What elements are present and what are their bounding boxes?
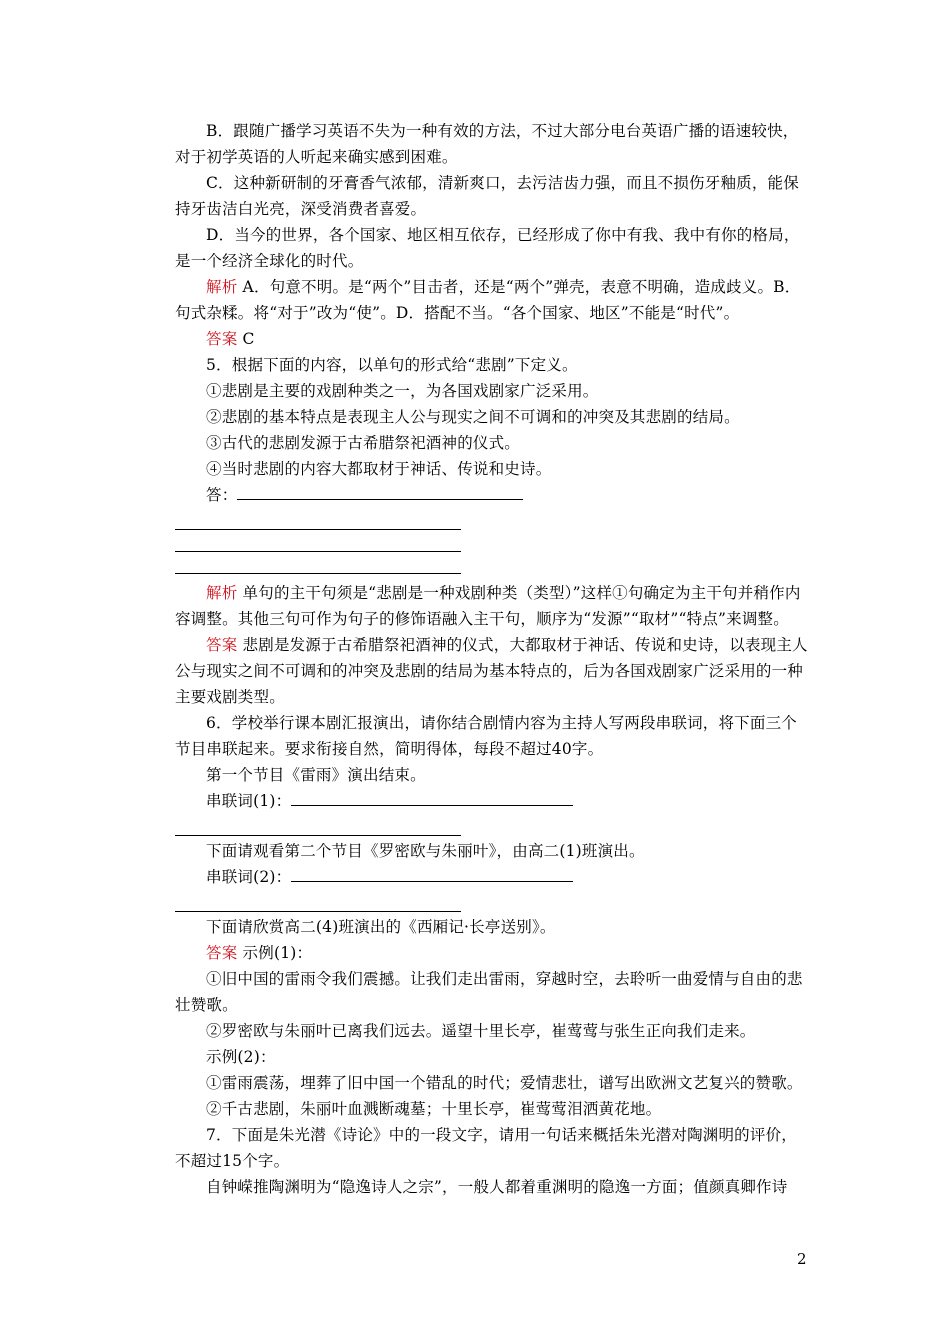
q5-answer-line [175, 482, 811, 508]
q6-example-2-label: 示例(2)： [206, 1048, 276, 1066]
q5-item-4: ④当时悲剧的内容大都取材于神话、传说和史诗。 [206, 460, 552, 478]
q6-example-2a: ①雷雨震荡，埋葬了旧中国一个错乱的时代；爱情悲壮，谱写出欧洲文艺复兴的赞歌。 [206, 1074, 803, 1092]
q4-analysis [175, 274, 811, 326]
q6-example-1-label: 示例(1)： [242, 944, 313, 962]
answer-blank[interactable] [175, 508, 461, 530]
answer-blank[interactable] [175, 890, 461, 912]
answer-blank[interactable] [291, 790, 573, 806]
q5-analysis [175, 580, 811, 632]
option-c: C．这种新研制的牙膏香气浓郁，清新爽口，去污洁齿力强，而且不损伤牙釉质，能保持牙齿洁白光亮，深受消费者喜爱。 [175, 174, 799, 218]
q6-link-1-label: 串联词(1)： [206, 792, 292, 810]
page-content [175, 118, 811, 1200]
q4-analysis-text: A．句意不明。是“两个”目击者，还是“两个”弹壳，表意不明确，造成歧义。B．句式杂糅。将“对于”改为“使”。D．搭配不当。“各个国家、地区”不能是“时代”。 [175, 278, 801, 322]
q5-item-3: ③古代的悲剧发源于古希腊祭祀酒神的仪式。 [206, 434, 521, 452]
q7-title: 7．下面是朱光潜《诗论》中的一段文字，请用一句话来概括朱光潜对陶渊明的评价，不超过15个字。 [175, 1126, 797, 1170]
option-d: D．当今的世界，各个国家、地区相互依存，已经形成了你中有我、我中有你的格局，是一个经济全球化的时代。 [175, 226, 800, 270]
answer-blank[interactable] [175, 552, 461, 574]
q6-link-2-label: 串联词(2)： [206, 868, 292, 886]
page-number: 2 [797, 1250, 807, 1268]
analysis-tag: 解析 [206, 584, 238, 602]
answer-tag: 答案 [206, 944, 238, 962]
analysis-tag: 解析 [206, 278, 238, 296]
answer-blank[interactable] [291, 866, 573, 882]
q6-example-1b: ②罗密欧与朱丽叶已离我们远去。遥望十里长亭，崔莺莺与张生正向我们走来。 [206, 1022, 756, 1040]
q4-answer-text: C [242, 330, 255, 348]
q5-item-2: ②悲剧的基本特点是表现主人公与现实之间不可调和的冲突及其悲剧的结局。 [206, 408, 740, 426]
q7-text: 自钟嵘推陶渊明为“隐逸诗人之宗”，一般人都着重渊明的隐逸一方面；值颜真卿作诗 [206, 1178, 788, 1196]
option-b: B．跟随广播学习英语不失为一种有效的方法，不过大部分电台英语广播的语速较快，对于初学英语的人听起来确实感到困难。 [175, 122, 799, 166]
q6-link-2 [175, 864, 811, 890]
q6-program-1: 第一个节目《雷雨》演出结束。 [206, 766, 426, 784]
q4-answer [175, 326, 811, 352]
answer-tag: 答案 [206, 330, 238, 348]
answer-blank[interactable] [175, 530, 461, 552]
answer-blank[interactable] [175, 814, 461, 836]
q5-title: 5．根据下面的内容，以单句的形式给“悲剧”下定义。 [206, 356, 578, 374]
q6-example-2b: ②千古悲剧，朱丽叶血溅断魂墓；十里长亭，崔莺莺泪洒黄花地。 [206, 1100, 662, 1118]
q5-answer [175, 632, 811, 710]
q6-program-3: 下面请欣赏高二(4)班演出的《西厢记·长亭送别》。 [206, 918, 556, 936]
answer-tag: 答案 [206, 636, 238, 654]
q5-answer-text: 悲剧是发源于古希腊祭祀酒神的仪式，大都取材于神话、传说和史诗，以表现主人公与现实之间不可调和的冲突及悲剧的结局为基本特点的，后为各国戏剧家广泛采用的一种主要戏剧类型。 [175, 636, 808, 706]
q6-link-1 [175, 788, 811, 814]
q5-analysis-text: 单句的主干句须是“悲剧是一种戏剧种类（类型）”这样①句确定为主干句并稍作内容调整。其他三句可作为句子的修饰语融入主干句，顺序为“发源”“取材”“特点”来调整。 [175, 584, 801, 628]
q6-example-1a: ①旧中国的雷雨令我们震撼。让我们走出雷雨，穿越时空，去聆听一曲爱情与自由的悲壮赞歌。 [175, 970, 803, 1014]
q6-title: 6．学校举行课本剧汇报演出，请你结合剧情内容为主持人写两段串联词，将下面三个节目串联起来。要求衔接自然，简明得体，每段不超过40字。 [175, 714, 797, 758]
answer-blank[interactable] [237, 484, 523, 500]
q5-answer-prompt: 答： [206, 486, 238, 504]
q6-answer [175, 940, 811, 966]
q6-program-2: 下面请观看第二个节目《罗密欧与朱丽叶》，由高二(1)班演出。 [206, 842, 645, 860]
q5-item-1: ①悲剧是主要的戏剧种类之一，为各国戏剧家广泛采用。 [206, 382, 599, 400]
